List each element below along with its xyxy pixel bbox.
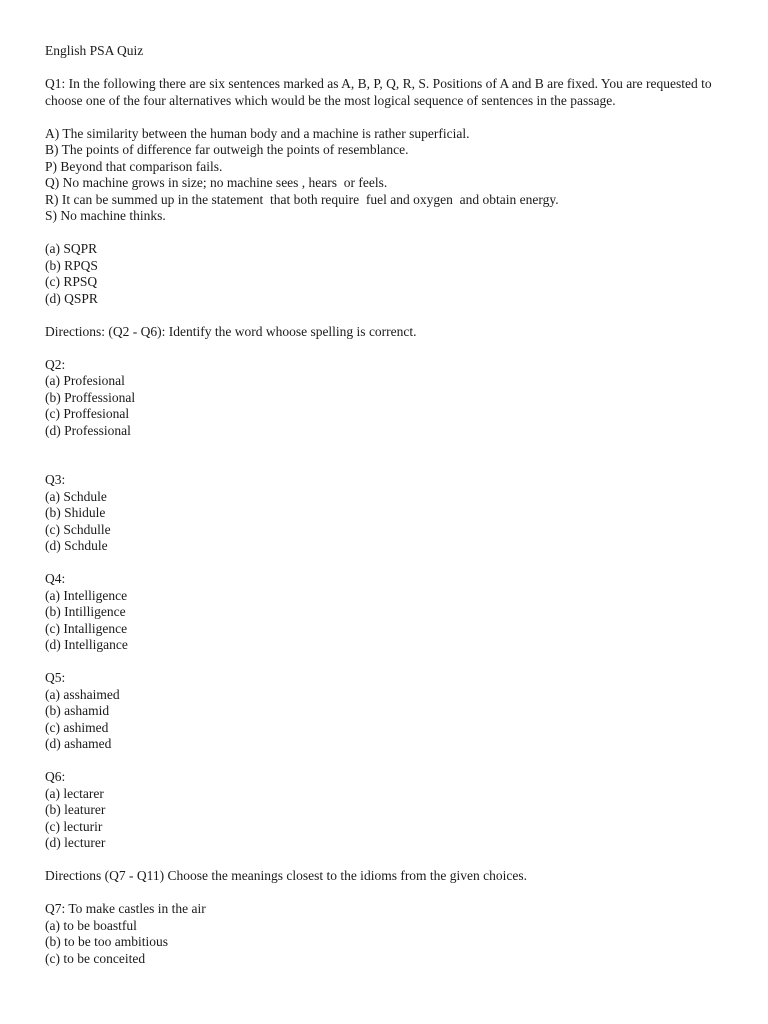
- q1-option: (c) RPSQ: [45, 274, 98, 289]
- q4-option: (b) Intilligence: [45, 604, 126, 619]
- q1-sentence: B) The points of difference far outweigh the points of resemblance.: [45, 142, 409, 157]
- q1-sentence: A) The similarity between the human body and a machine is rather superficial.: [45, 125, 470, 141]
- document-page: [45, 43, 735, 967]
- q5-option: (d) ashamed: [45, 736, 112, 751]
- q4-option: (c) Intalligence: [45, 620, 128, 636]
- q6-option: (d) lecturer: [45, 835, 106, 850]
- q6-option: (c) lecturir: [45, 818, 103, 834]
- q4-label: Q4:: [45, 571, 66, 586]
- q7-label: Q7: To make castles in the air: [45, 901, 206, 916]
- document-title: English PSA Quiz: [45, 43, 144, 58]
- q3-option: (d) Schdule: [45, 538, 108, 553]
- q3-label: Q3:: [45, 472, 66, 487]
- q7-option: (a) to be boastful: [45, 917, 137, 933]
- q6-option: (a) lectarer: [45, 785, 104, 801]
- q1-option: (a) SQPR: [45, 241, 98, 256]
- q1-sentence: Q) No machine grows in size; no machine sees , hears or feels.: [45, 175, 388, 190]
- q5-option: (a) asshaimed: [45, 686, 120, 702]
- q5-option: (b) ashamid: [45, 703, 110, 718]
- q2-option: (c) Proffesional: [45, 406, 130, 421]
- q2-option: (a) Profesional: [45, 373, 125, 388]
- q5-label: Q5:: [45, 670, 66, 685]
- q1-sentence: P) Beyond that comparison fails.: [45, 158, 223, 174]
- q1-option: (b) RPQS: [45, 257, 98, 273]
- q5-option: (c) ashimed: [45, 719, 109, 735]
- q7-option: (c) to be conceited: [45, 950, 146, 966]
- q6-label: Q6:: [45, 769, 66, 784]
- q3-option: (a) Schdule: [45, 488, 107, 504]
- q1-sentence: R) It can be summed up in the statement that both require fuel and oxygen and obtain energy.: [45, 191, 559, 207]
- q3-option: (c) Schdulle: [45, 521, 111, 537]
- q6-option: (b) leaturer: [45, 802, 106, 817]
- directions-spelling: Directions: (Q2 - Q6): Identify the word whoose spelling is correnct.: [45, 323, 417, 339]
- q2-option: (d) Professional: [45, 422, 131, 438]
- q1-option: (d) QSPR: [45, 290, 98, 306]
- q1-question: Q1: In the following there are six sentences marked as A, B, P, Q, R, S. Positions of A and B are fixed. You are requested to choose one of the four alternatives which would be the most logical sequence of sentences in the passage.: [45, 76, 716, 108]
- q2-label: Q2:: [45, 356, 66, 372]
- q4-option: (d) Intelligance: [45, 637, 128, 652]
- q7-option: (b) to be too ambitious: [45, 934, 168, 949]
- directions-idioms: Directions (Q7 - Q11) Choose the meanings closest to the idioms from the given choices.: [45, 868, 528, 883]
- q1-sentence: S) No machine thinks.: [45, 208, 166, 223]
- q3-option: (b) Shidule: [45, 505, 106, 520]
- q4-option: (a) Intelligence: [45, 587, 128, 603]
- q2-option: (b) Proffessional: [45, 389, 136, 405]
